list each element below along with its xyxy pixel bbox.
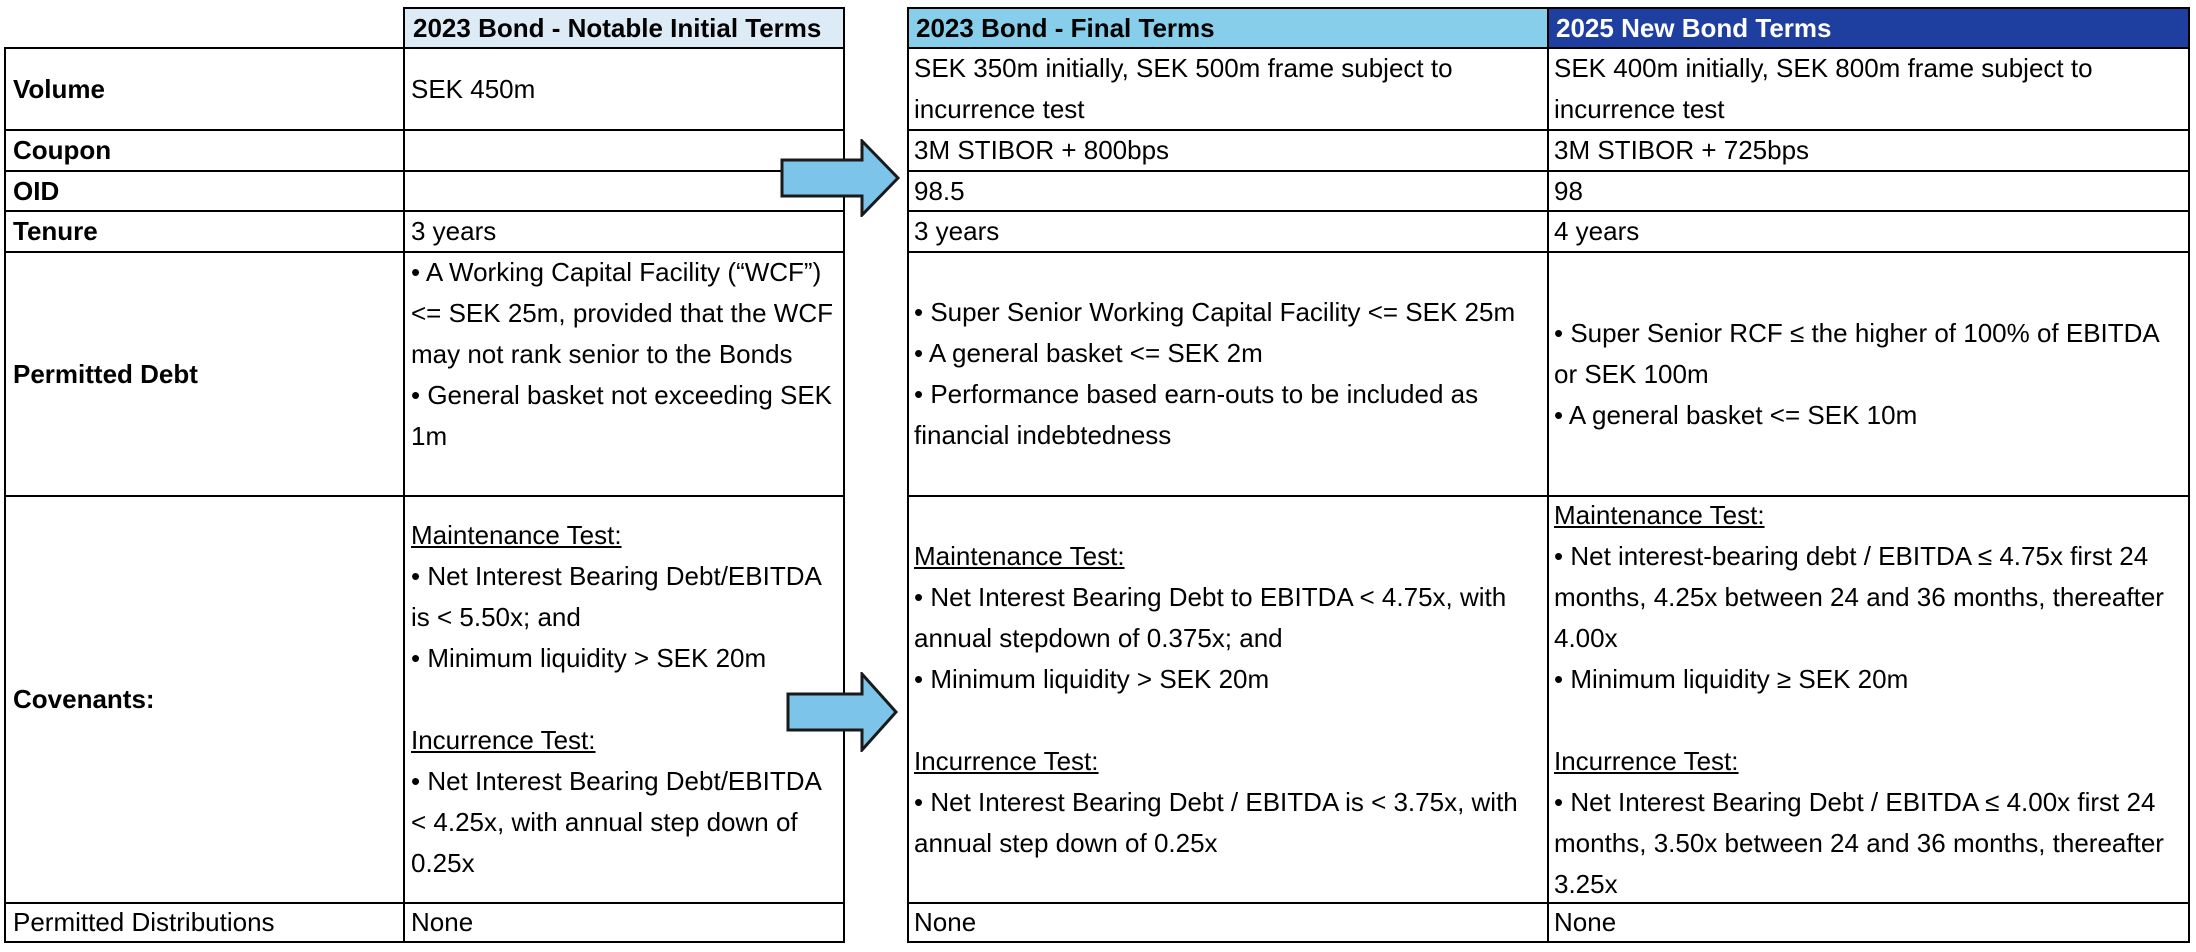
header-new-terms: 2025 New Bond Terms	[1548, 8, 2189, 48]
grid-line	[5, 941, 844, 943]
list-item: • Net Interest Bearing Debt / EBITDA ≤ 4.00x first 24 months, 3.50x between 24 and 36 months, thereafter 3.25x	[1554, 786, 2164, 899]
grid-line	[403, 7, 845, 9]
grid-line	[5, 170, 844, 172]
list-item: • Net Interest Bearing Debt / EBITDA is < 3.75x, with annual step down of 0.25x	[914, 786, 1518, 858]
grid-line	[1547, 7, 1549, 943]
covenants-final	[908, 496, 1548, 903]
oid-initial	[405, 171, 843, 211]
incurrence-test-title: Incurrence Test:	[411, 725, 596, 755]
header-initial-terms: 2023 Bond - Notable Initial Terms	[405, 8, 843, 48]
distributions-new: None	[1554, 907, 1617, 937]
distributions-final: None	[914, 907, 977, 937]
permitted-debt-initial	[405, 252, 843, 496]
grid-line	[403, 7, 405, 943]
volume-new: SEK 400m initially, SEK 800m frame subject to incurrence test	[1554, 53, 2093, 124]
oid-new: 98	[1554, 176, 1583, 206]
tenure-final: 3 years	[914, 216, 1000, 246]
grid-line	[2188, 7, 2190, 943]
row-label-tenure: Tenure	[13, 216, 98, 246]
coupon-final: 3M STIBOR + 800bps	[914, 135, 1170, 165]
list-item: • Net interest-bearing debt / EBITDA ≤ 4.75x first 24 months, 4.25x between 24 and 36 months, thereafter 4.00x	[1554, 540, 2164, 653]
incurrence-test-title: Incurrence Test:	[914, 745, 1099, 776]
arrow-right-icon	[786, 672, 900, 752]
grid-line	[5, 251, 844, 253]
list-item: • Minimum liquidity ≥ SEK 20m	[1554, 663, 1909, 694]
maintenance-test-title: Maintenance Test:	[411, 520, 622, 550]
tenure-new: 4 years	[1554, 216, 1640, 246]
distributions-initial: None	[411, 907, 474, 937]
coupon-initial	[405, 130, 843, 171]
row-label-oid: OID	[13, 176, 60, 206]
list-item: • Performance based earn-outs to be included as financial indebtedness	[914, 379, 1479, 450]
header-final-terms: 2023 Bond - Final Terms	[908, 8, 1548, 48]
arrow-right-icon	[780, 139, 902, 217]
list-item: • Net Interest Bearing Debt/EBITDA is < 5.50x; and	[411, 561, 821, 632]
oid-final: 98.5	[914, 176, 965, 206]
list-item: • General basket not exceeding SEK 1m	[411, 380, 833, 451]
grid-line	[5, 129, 403, 131]
row-label-permitted-debt: Permitted Debt	[13, 358, 198, 389]
grid-line	[5, 495, 844, 497]
covenants-initial	[405, 496, 843, 903]
list-item: • Net Interest Bearing Debt/EBITDA < 4.25x, with annual step down of 0.25x	[411, 766, 821, 878]
grid-line	[5, 47, 844, 49]
row-label-coupon: Coupon	[13, 135, 112, 165]
maintenance-test-title: Maintenance Test:	[914, 540, 1125, 571]
grid-line	[4, 47, 6, 943]
volume-initial: SEK 450m	[411, 73, 536, 104]
list-item: • Super Senior Working Capital Facility <= SEK 25m	[914, 297, 1516, 327]
volume-final: SEK 350m initially, SEK 500m frame subject to incurrence test	[914, 53, 1453, 124]
incurrence-test-title: Incurrence Test:	[1554, 745, 1739, 776]
grid-line	[907, 7, 909, 943]
row-label-covenants: Covenants:	[13, 684, 155, 714]
list-item: • A Working Capital Facility (“WCF”) <= SEK 25m, provided that the WCF may not rank senior to the Bonds	[411, 257, 833, 369]
list-item: • Net Interest Bearing Debt to EBITDA < 4.75x, with annual stepdown of 0.375x; and	[914, 581, 1507, 653]
permitted-debt-final	[908, 252, 1548, 496]
covenants-new	[1548, 496, 2189, 903]
tenure-initial: 3 years	[411, 216, 497, 246]
list-item: • A general basket <= SEK 2m	[914, 338, 1263, 368]
row-label-volume: Volume	[13, 73, 105, 104]
list-item: • A general basket <= SEK 10m	[1554, 399, 1918, 430]
grid-line	[5, 902, 844, 904]
list-item: • Minimum liquidity > SEK 20m	[914, 663, 1270, 694]
list-item: • Super Senior RCF ≤ the higher of 100% of EBITDA or SEK 100m	[1554, 317, 2159, 389]
row-label-permitted-distributions: Permitted Distributions	[13, 907, 275, 937]
permitted-debt-new	[1548, 252, 2189, 496]
list-item: • Minimum liquidity > SEK 20m	[411, 643, 767, 673]
maintenance-test-title: Maintenance Test:	[1554, 499, 1765, 530]
grid-line	[5, 210, 844, 212]
coupon-new: 3M STIBOR + 725bps	[1554, 135, 1810, 165]
grid-line	[403, 129, 844, 131]
